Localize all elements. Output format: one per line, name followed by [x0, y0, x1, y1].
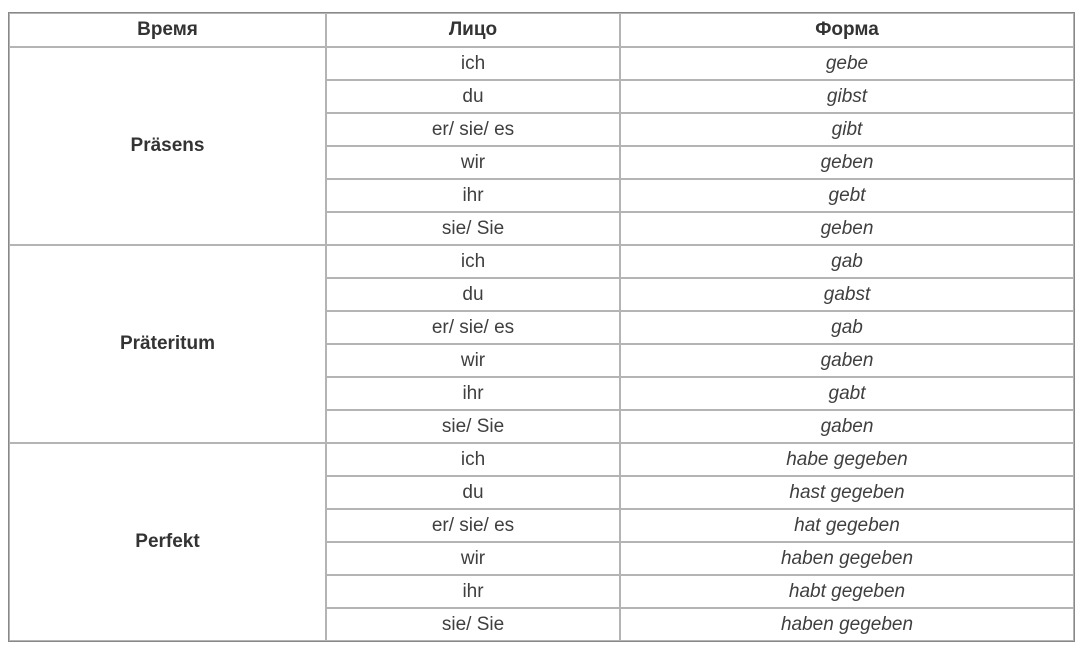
conjugation-table-container [8, 12, 1073, 642]
table-row [9, 47, 1074, 80]
person-cell: du [326, 278, 620, 311]
person-cell: ich [326, 245, 620, 278]
person-cell: ich [326, 443, 620, 476]
form-cell: gibst [620, 80, 1074, 113]
form-cell: gibt [620, 113, 1074, 146]
person-cell: du [326, 80, 620, 113]
person-cell: ihr [326, 179, 620, 212]
person-cell: wir [326, 344, 620, 377]
conjugation-table [8, 12, 1075, 642]
person-cell: ihr [326, 575, 620, 608]
form-cell: habe gegeben [620, 443, 1074, 476]
person-cell: ihr [326, 377, 620, 410]
person-cell: er/ sie/ es [326, 311, 620, 344]
form-cell: gabst [620, 278, 1074, 311]
form-cell: geben [620, 212, 1074, 245]
table-row [9, 443, 1074, 476]
person-cell: ich [326, 47, 620, 80]
form-cell: gab [620, 245, 1074, 278]
person-cell: er/ sie/ es [326, 113, 620, 146]
table-row [9, 245, 1074, 278]
form-cell: haben gegeben [620, 608, 1074, 641]
person-cell: er/ sie/ es [326, 509, 620, 542]
form-cell: hast gegeben [620, 476, 1074, 509]
person-cell: sie/ Sie [326, 212, 620, 245]
tense-cell: Perfekt [9, 443, 326, 641]
form-cell: gab [620, 311, 1074, 344]
form-cell: geben [620, 146, 1074, 179]
tense-cell: Präsens [9, 47, 326, 245]
form-cell: gebt [620, 179, 1074, 212]
form-cell: gabt [620, 377, 1074, 410]
form-cell: gaben [620, 344, 1074, 377]
person-cell: wir [326, 542, 620, 575]
form-cell: hat gegeben [620, 509, 1074, 542]
header-person: Лицо [326, 13, 620, 47]
header-tense: Время [9, 13, 326, 47]
person-cell: sie/ Sie [326, 608, 620, 641]
form-cell: gebe [620, 47, 1074, 80]
person-cell: wir [326, 146, 620, 179]
tense-cell: Präteritum [9, 245, 326, 443]
header-row [9, 13, 1074, 47]
form-cell: haben gegeben [620, 542, 1074, 575]
form-cell: gaben [620, 410, 1074, 443]
form-cell: habt gegeben [620, 575, 1074, 608]
person-cell: du [326, 476, 620, 509]
header-form: Форма [620, 13, 1074, 47]
person-cell: sie/ Sie [326, 410, 620, 443]
